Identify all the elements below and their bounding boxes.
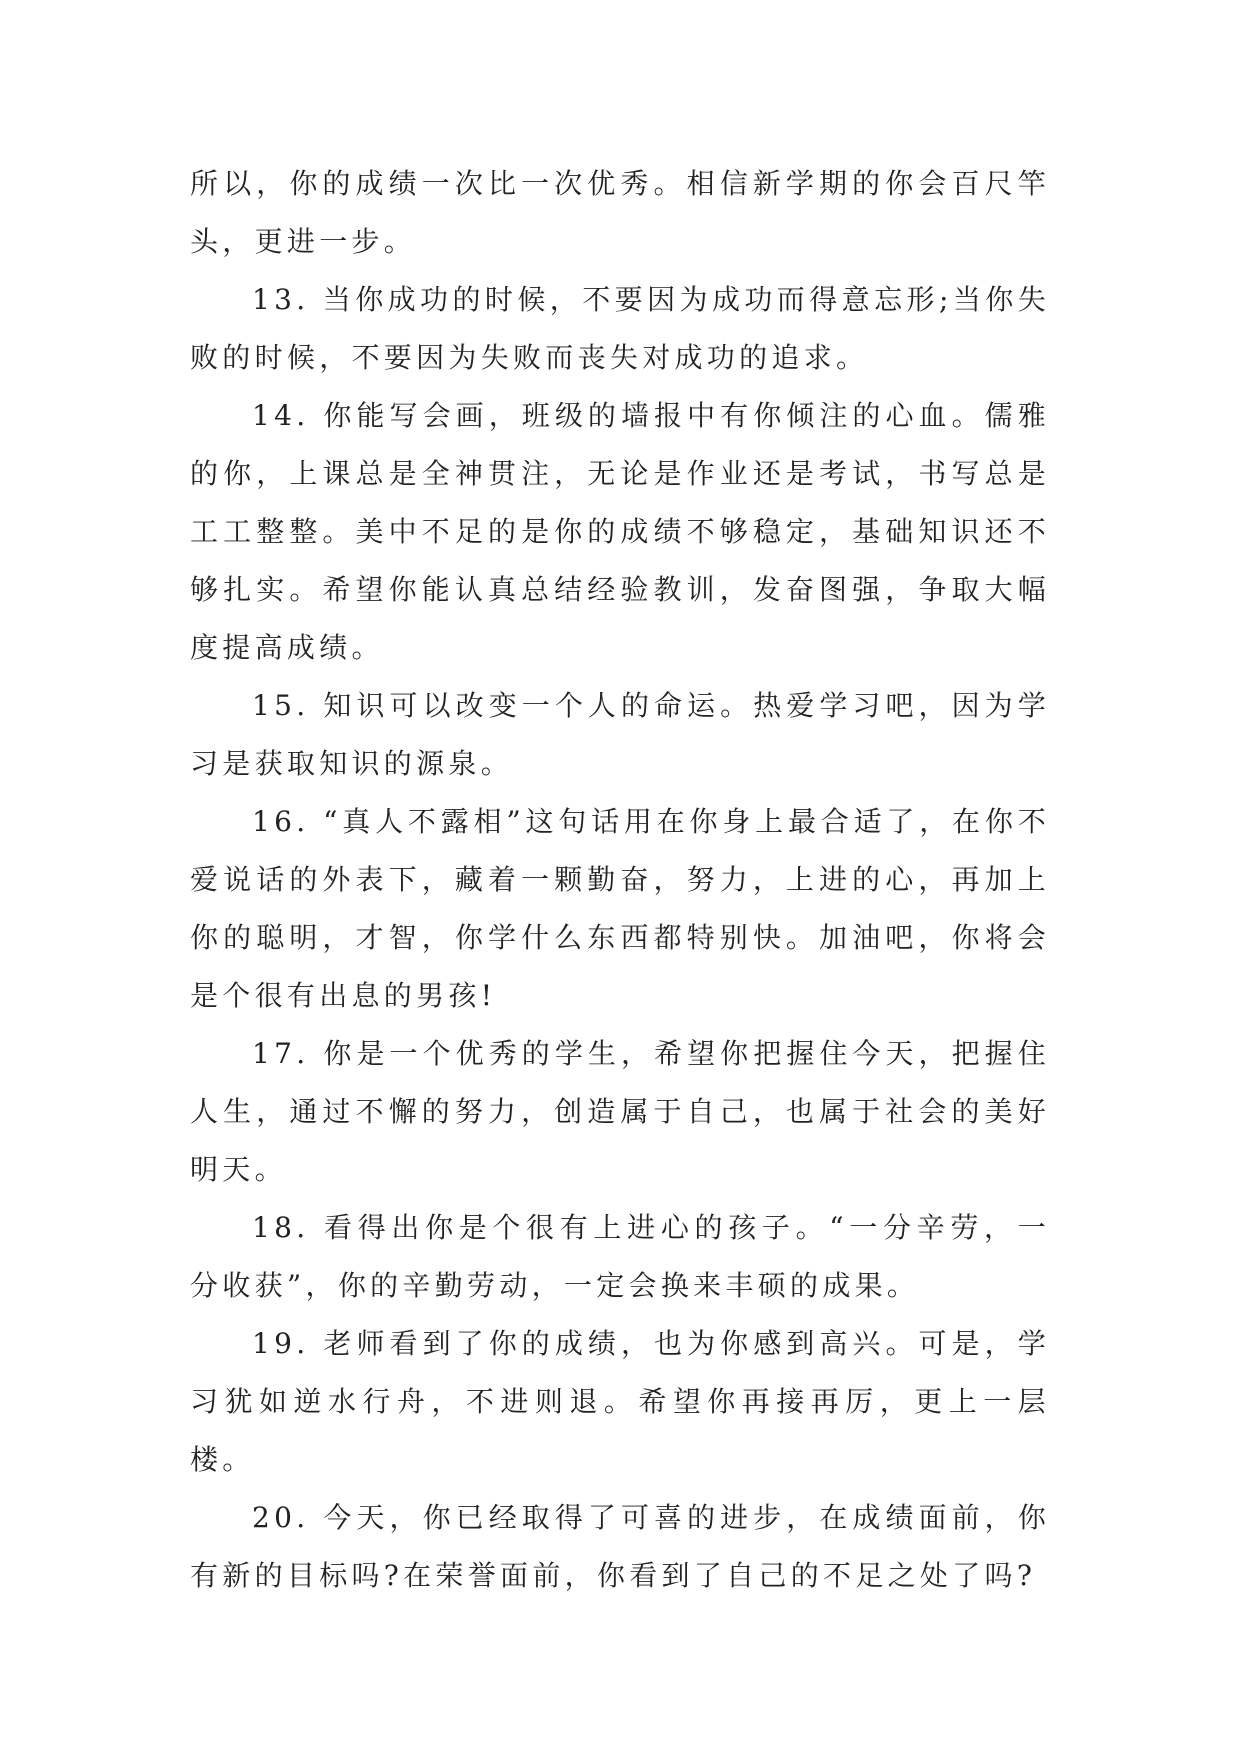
paragraph-item-20: 20. 今天，你已经取得了可喜的进步，在成绩面前，你有新的目标吗?在荣誉面前，你看到了自己的不足之处了吗? [190,1501,1050,1592]
paragraph-item-16: 16. “真人不露相”这句话用在你身上最合适了，在你不爱说话的外表下，藏着一颗勤奋，努力，上进的心，再加上你的聪明，才智，你学什么东西都特别快。加油吧，你将会是个很有出息的男孩! [190,805,1050,1012]
document-body [190,155,1050,1605]
paragraph-item-17: 17. 你是一个优秀的学生，希望你把握住今天，把握住人生，通过不懈的努力，创造属于自己，也属于社会的美好明天。 [190,1037,1050,1186]
paragraph-item-15: 15. 知识可以改变一个人的命运。热爱学习吧，因为学习是获取知识的源泉。 [190,689,1050,780]
paragraph-item-13: 13. 当你成功的时候，不要因为成功而得意忘形;当你失败的时候，不要因为失败而丧失对成功的追求。 [190,283,1050,374]
paragraph-continuation: 所以，你的成绩一次比一次优秀。相信新学期的你会百尺竿头，更进一步。 [190,167,1050,258]
paragraph-item-19: 19. 老师看到了你的成绩，也为你感到高兴。可是，学习犹如逆水行舟，不进则退。希望你再接再厉，更上一层楼。 [190,1327,1050,1476]
paragraph-item-14: 14. 你能写会画，班级的墙报中有你倾注的心血。儒雅的你，上课总是全神贯注，无论是作业还是考试，书写总是工工整整。美中不足的是你的成绩不够稳定，基础知识还不够扎实。希望你能认真总结经验教训，发奋图强，争取大幅度提高成绩。 [190,399,1050,664]
paragraph-item-18: 18. 看得出你是个很有上进心的孩子。“一分辛劳，一分收获”，你的辛勤劳动，一定会换来丰硕的成果。 [190,1211,1050,1302]
